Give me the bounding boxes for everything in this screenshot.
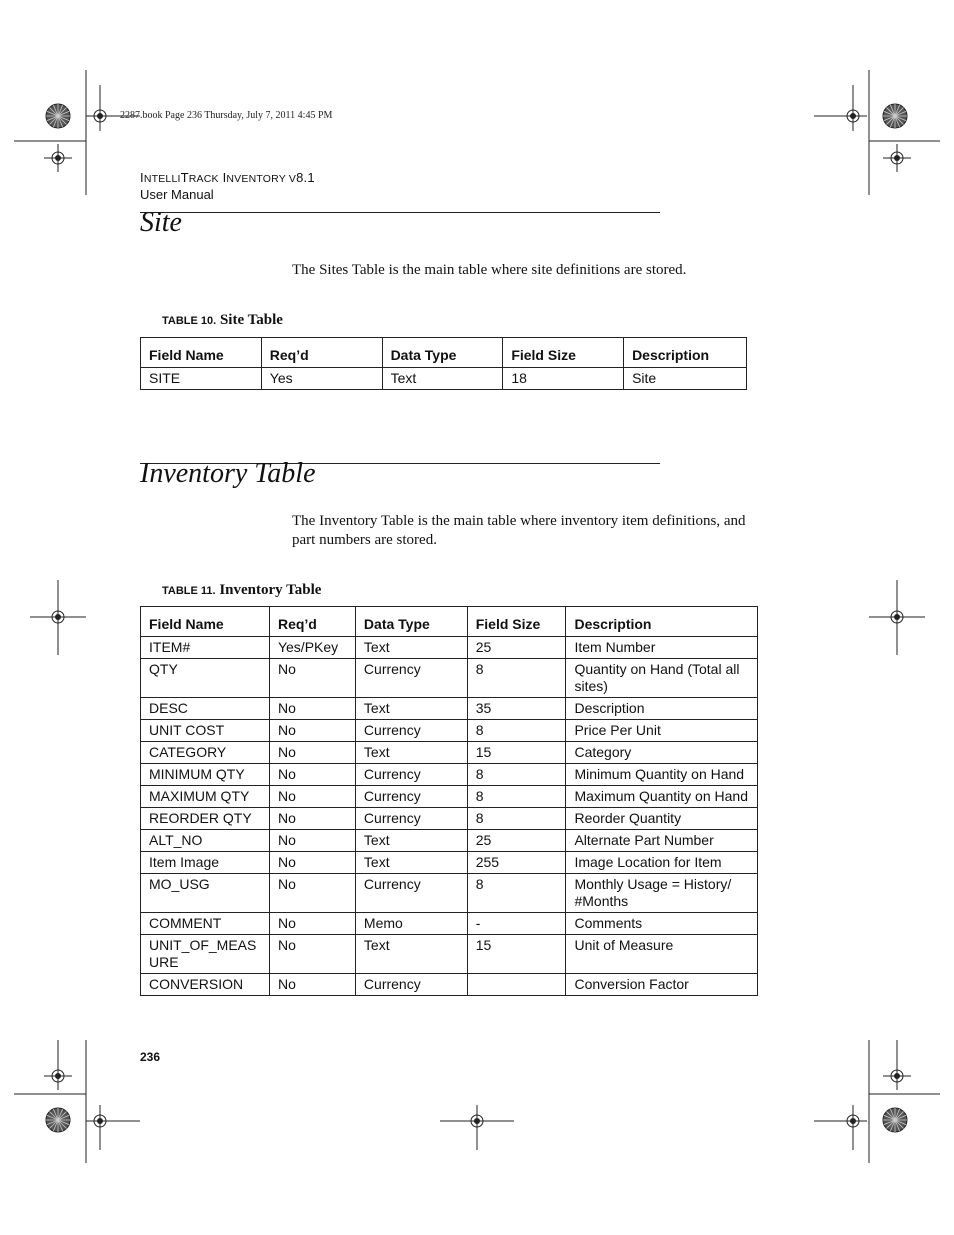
- table-cell: Text: [355, 637, 467, 659]
- table-cell: UNIT COST: [141, 720, 270, 742]
- table-cell: CONVERSION: [141, 974, 270, 996]
- table-cell: Comments: [566, 913, 758, 935]
- page-number: 236: [140, 1050, 161, 1064]
- column-header: Req’d: [269, 607, 355, 637]
- table-cell: -: [467, 913, 566, 935]
- table-cell: UNIT_OF_MEAS URE: [141, 935, 270, 974]
- table-row: [141, 974, 758, 996]
- table-cell: 15: [467, 742, 566, 764]
- caption-label: TABLE 10.: [162, 315, 217, 327]
- column-header: Req’d: [261, 338, 382, 368]
- column-header: Data Type: [355, 607, 467, 637]
- table-row: [141, 637, 758, 659]
- print-slug: 2287.book Page 236 Thursday, July 7, 2011 4:45 PM: [120, 110, 333, 121]
- table-cell: Quantity on Hand (Total all sites): [566, 659, 758, 698]
- table-row: [141, 698, 758, 720]
- table-cell: Price Per Unit: [566, 720, 758, 742]
- table-row: [141, 659, 758, 698]
- table-caption-site: [162, 312, 283, 329]
- column-header: Data Type: [382, 338, 503, 368]
- table-cell: Image Location for Item: [566, 852, 758, 874]
- table-cell: No: [269, 935, 355, 974]
- table-row: [141, 830, 758, 852]
- table-row: [141, 874, 758, 913]
- column-header: Field Size: [467, 607, 566, 637]
- table-cell: CATEGORY: [141, 742, 270, 764]
- table-cell: Currency: [355, 874, 467, 913]
- inventory-table: [140, 606, 758, 996]
- table-cell: No: [269, 974, 355, 996]
- table-cell: Text: [382, 368, 503, 390]
- table-row: [141, 935, 758, 974]
- table-header-row: [141, 607, 758, 637]
- running-header-subtitle: User Manual: [140, 187, 214, 202]
- column-header: Field Name: [141, 338, 262, 368]
- table-cell: 8: [467, 808, 566, 830]
- table-row: [141, 786, 758, 808]
- table-cell: 15: [467, 935, 566, 974]
- table-cell: Maximum Quantity on Hand: [566, 786, 758, 808]
- table-cell: [467, 974, 566, 996]
- table-cell: Alternate Part Number: [566, 830, 758, 852]
- table-row: [141, 913, 758, 935]
- table-cell: No: [269, 786, 355, 808]
- table-cell: Item Image: [141, 852, 270, 874]
- table-row: [141, 808, 758, 830]
- table-cell: Item Number: [566, 637, 758, 659]
- table-cell: Yes: [261, 368, 382, 390]
- table-cell: No: [269, 874, 355, 913]
- table-cell: Memo: [355, 913, 467, 935]
- table-row: [141, 720, 758, 742]
- table-cell: No: [269, 742, 355, 764]
- table-cell: Description: [566, 698, 758, 720]
- column-header: Description: [624, 338, 747, 368]
- section-heading-site: Site: [140, 207, 182, 238]
- table-cell: 35: [467, 698, 566, 720]
- table-cell: Yes/PKey: [269, 637, 355, 659]
- caption-label: TABLE 11.: [162, 585, 216, 597]
- table-cell: No: [269, 720, 355, 742]
- inventory-paragraph: The Inventory Table is the main table where inventory item definitions, and part numbers are stored.: [292, 513, 746, 548]
- table-cell: No: [269, 913, 355, 935]
- table-cell: Category: [566, 742, 758, 764]
- table-cell: Site: [624, 368, 747, 390]
- table-cell: DESC: [141, 698, 270, 720]
- table-cell: COMMENT: [141, 913, 270, 935]
- table-cell: Currency: [355, 659, 467, 698]
- table-cell: ALT_NO: [141, 830, 270, 852]
- site-paragraph: The Sites Table is the main table where site definitions are stored.: [292, 262, 687, 278]
- table-cell: 255: [467, 852, 566, 874]
- table-cell: QTY: [141, 659, 270, 698]
- table-cell: Currency: [355, 720, 467, 742]
- table-cell: Text: [355, 830, 467, 852]
- table-cell: No: [269, 808, 355, 830]
- table-cell: Currency: [355, 974, 467, 996]
- table-cell: Currency: [355, 786, 467, 808]
- table-cell: 8: [467, 764, 566, 786]
- table-cell: 8: [467, 659, 566, 698]
- table-cell: ITEM#: [141, 637, 270, 659]
- table-row: [141, 742, 758, 764]
- table-cell: Text: [355, 852, 467, 874]
- running-header-title: INTELLITRACK INVENTORY V8.1: [140, 170, 315, 185]
- table-row: [141, 764, 758, 786]
- table-cell: No: [269, 830, 355, 852]
- table-cell: No: [269, 659, 355, 698]
- table-cell: No: [269, 852, 355, 874]
- table-cell: Monthly Usage = History/ #Months: [566, 874, 758, 913]
- table-cell: Currency: [355, 764, 467, 786]
- table-cell: Conversion Factor: [566, 974, 758, 996]
- column-header: Field Size: [503, 338, 624, 368]
- table-cell: Text: [355, 935, 467, 974]
- table-cell: REORDER QTY: [141, 808, 270, 830]
- table-cell: MINIMUM QTY: [141, 764, 270, 786]
- table-cell: Currency: [355, 808, 467, 830]
- table-row: [141, 368, 747, 390]
- table-cell: No: [269, 698, 355, 720]
- table-cell: 8: [467, 720, 566, 742]
- caption-title: Site Table: [219, 312, 283, 328]
- table-cell: Text: [355, 742, 467, 764]
- table-cell: No: [269, 764, 355, 786]
- table-caption-inventory: [162, 582, 321, 599]
- site-table: [140, 337, 747, 390]
- table-cell: Minimum Quantity on Hand: [566, 764, 758, 786]
- table-cell: Text: [355, 698, 467, 720]
- table-header-row: [141, 338, 747, 368]
- table-cell: 18: [503, 368, 624, 390]
- table-cell: Unit of Measure: [566, 935, 758, 974]
- table-cell: 25: [467, 637, 566, 659]
- table-row: [141, 852, 758, 874]
- caption-title: Inventory Table: [219, 582, 322, 598]
- table-cell: MAXIMUM QTY: [141, 786, 270, 808]
- table-cell: Reorder Quantity: [566, 808, 758, 830]
- section-heading-inventory: Inventory Table: [140, 458, 316, 489]
- table-cell: 25: [467, 830, 566, 852]
- section-rule: [140, 212, 660, 213]
- table-cell: 8: [467, 786, 566, 808]
- table-cell: 8: [467, 874, 566, 913]
- column-header: Field Name: [141, 607, 270, 637]
- column-header: Description: [566, 607, 758, 637]
- table-cell: SITE: [141, 368, 262, 390]
- table-cell: MO_USG: [141, 874, 270, 913]
